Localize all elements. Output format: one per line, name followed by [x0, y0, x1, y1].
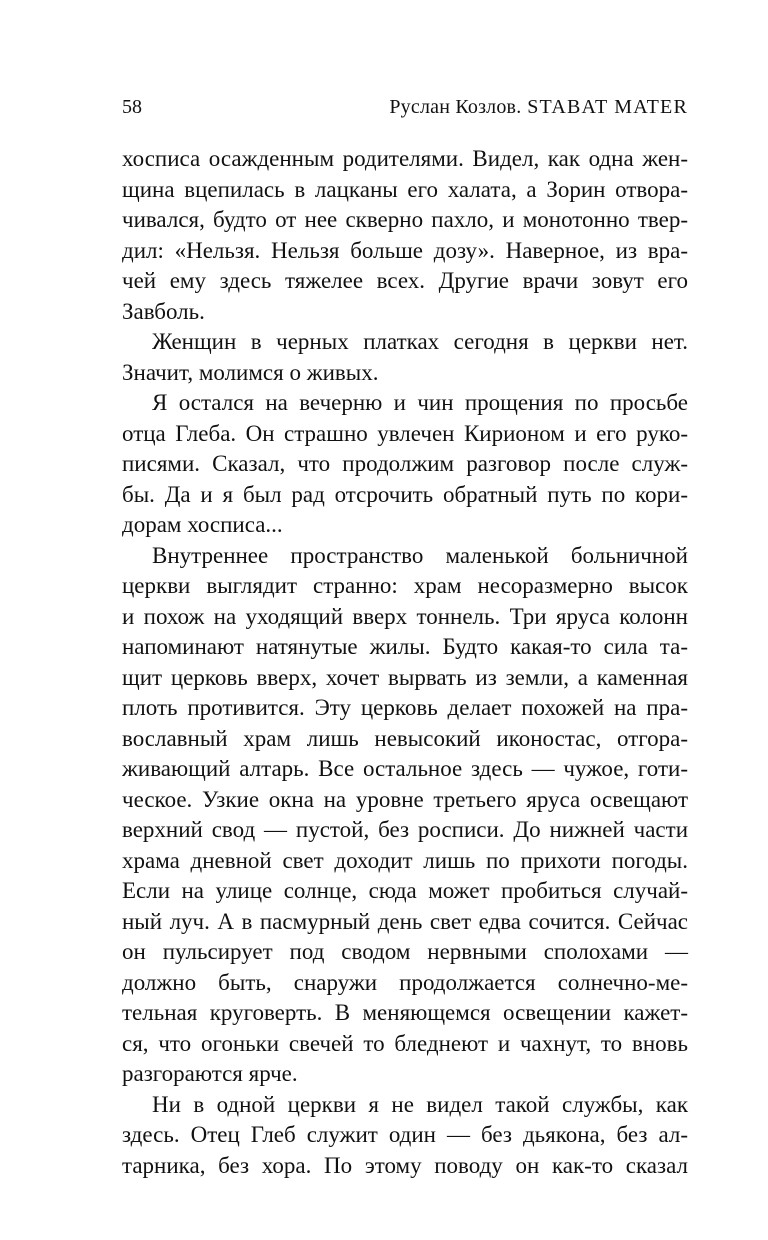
text-line: и похож на уходящий вверх тоннель. Три яруса колонн [122, 603, 688, 629]
paragraph [122, 144, 688, 327]
text-line: он пульсирует под сводом нервными сполохами — [122, 939, 688, 964]
text-line: ся, что огоньки свечей то бледнеют и чахнут, то вновь [122, 1030, 688, 1056]
paragraph [122, 327, 688, 388]
paragraph [122, 541, 688, 1090]
text-line: тельная круговерть. В меняющемся освещении кажет- [122, 1000, 688, 1025]
text-line: Если на улице солнце, сюда может пробиться случай- [122, 878, 688, 903]
text-line: ческое. Узкие окна на уровне третьего яруса освещают [122, 786, 688, 812]
text-line: Ни в одной церкви я не видел такой службы, как [152, 1091, 688, 1117]
text-line: бы. Да и я был рад отсрочить обратный путь по кори- [122, 481, 688, 507]
text-line: отца Глеба. Он страшно увлечен Кирионом и его руко- [122, 420, 688, 446]
text-line: здесь. Отец Глеб служит один — без дьякона, без ал- [122, 1122, 688, 1147]
text-line: Женщин в черных платках сегодня в церкви нет. [152, 329, 688, 354]
text-line: хосписа осажденным родителями. Видел, как одна жен- [122, 146, 688, 171]
text-line: чивался, будто от нее скверно пахло, и монотонно твер- [122, 207, 688, 232]
text-line: должно быть, снаружи продолжается солнечно-ме- [122, 969, 688, 995]
text-line: Значит, молимся о живых. [122, 359, 379, 385]
text-line: чей ему здесь тяжелее всех. Другие врачи зовут его [122, 268, 688, 293]
text-line: писями. Сказал, что продолжим разговор после служ- [122, 451, 688, 476]
header-book-title: STABAT MATER [527, 96, 688, 118]
header-author: Руслан Козлов [389, 96, 517, 118]
running-header [122, 92, 688, 122]
text-line: щина вцепилась в лацканы его халата, а Зорин отвора- [122, 176, 688, 202]
text-line: Внутреннее пространство маленькой больничной [152, 542, 688, 568]
text-line: дорам хосписа... [122, 512, 283, 537]
text-line: тарника, без хора. По этому поводу он как-то сказал [122, 1152, 688, 1178]
text-line: верхний свод — пустой, без росписи. До нижней части [122, 817, 688, 842]
text-line: Я остался на вечерню и чин прощения по просьбе [152, 390, 688, 415]
body-text [122, 144, 688, 1181]
text-line: напоминают натянутые жилы. Будто какая-то сила та- [122, 634, 688, 659]
text-line: плоть противится. Эту церковь делает похожей на пра- [122, 695, 688, 720]
paragraph [122, 388, 688, 541]
header-separator: . [516, 96, 522, 118]
page-number: 58 [122, 96, 142, 118]
text-line: храма дневной свет доходит лишь по прихоти погоды. [122, 847, 688, 873]
paragraph [122, 1090, 688, 1182]
text-line: живающий алтарь. Все остальное здесь — чужое, готи- [122, 756, 688, 781]
text-line: дил: «Нельзя. Нельзя больше дозу». Наверное, из вра- [122, 237, 688, 263]
text-line: вославный храм лишь невысокий иконостас, отгора- [122, 725, 688, 751]
text-line: разгораются ярче. [122, 1061, 298, 1086]
text-line: щит церковь вверх, хочет вырвать из земли, а каменная [122, 664, 688, 690]
text-line: Завболь. [122, 298, 205, 324]
header-title [389, 92, 688, 122]
text-line: ный луч. А в пасмурный день свет едва сочится. Сейчас [122, 908, 688, 934]
text-line: церкви выглядит странно: храм несоразмерно высок [122, 573, 688, 598]
